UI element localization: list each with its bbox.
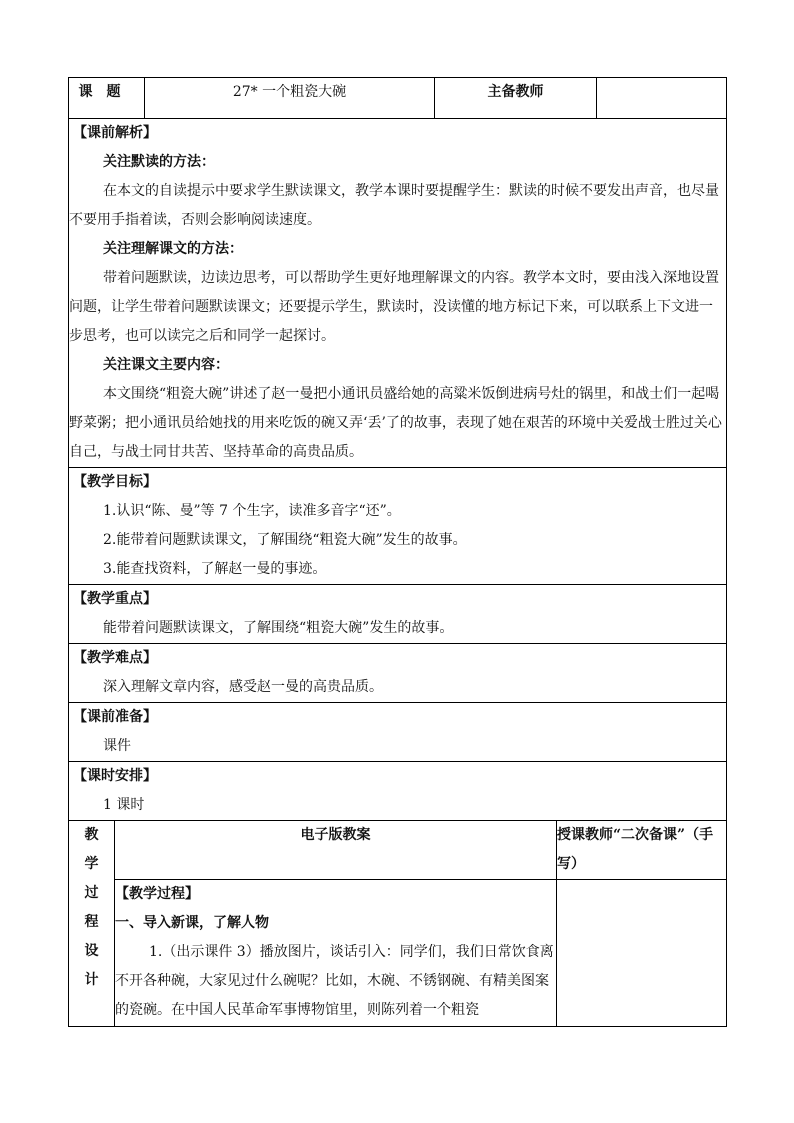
difficulties-title: 【教学难点】 <box>73 650 157 666</box>
key-points-row <box>69 585 727 644</box>
goal-item: 2.能带着问题默读课文，了解围绕“粗瓷大碗”发生的故事。 <box>103 532 467 548</box>
analysis-row <box>69 119 727 468</box>
design-side-label: 教 学 过 程 设 计 <box>69 821 115 1027</box>
preparation-text: 课件 <box>103 738 131 754</box>
preparation-title: 【课前准备】 <box>73 709 157 725</box>
handwritten-notes-cell[interactable] <box>557 880 727 1027</box>
analysis-text-1: 在本文的自读提示中要求学生默读课文，教学本课时要提醒学生：默读的时候不要发出声音，也尽量不要用手指着读，否则会影响阅读速度。 <box>69 183 719 228</box>
lesson-title: 27* 一个粗瓷大碗 <box>145 78 435 119</box>
goals-row <box>69 468 727 585</box>
second-prep-header: 授课教师“二次备课”（手写） <box>557 821 727 880</box>
goal-item: 1.认识“陈、曼”等 7 个生字，读准多音字“还”。 <box>103 503 401 519</box>
schedule-row <box>69 762 727 821</box>
analysis-sub-2: 关注理解课文的方法： <box>103 241 243 257</box>
difficulties-row <box>69 644 727 703</box>
analysis-title: 【课前解析】 <box>73 125 157 141</box>
analysis-text-2: 带着问题默读，边读边思考，可以帮助学生更好地理解课文的内容。教学本文时，要由浅入深地设置问题，让学生带着问题默读课文；还要提示学生，默读时，没读懂的地方标记下来，可以联系上下文进一步思考，也可以读完之后和同学一起探讨。 <box>69 270 719 344</box>
topic-label: 课题 <box>69 78 145 119</box>
key-points-title: 【教学重点】 <box>73 591 157 607</box>
schedule-title: 【课时安排】 <box>73 768 157 784</box>
goal-item: 3.能查找资料，了解赵一曼的事迹。 <box>103 561 327 577</box>
preparation-row <box>69 703 727 762</box>
step1-text: 1.（出示课件 3）播放图片，谈话引入：同学们，我们日常饮食离不开各种碗，大家见过什么碗呢？比如，木碗、不锈钢碗、有精美图案的瓷碗。在中国人民革命军事博物馆里，则陈列着一个粗瓷 <box>115 944 554 1018</box>
design-header-row <box>69 821 727 880</box>
header-row <box>69 78 727 119</box>
analysis-text-3: 本文围绕“粗瓷大碗”讲述了赵一曼把小通讯员盛给她的高粱米饭倒进病号灶的锅里，和战士们一起喝野菜粥；把小通讯员给她找的用来吃饭的碗又弄‘丢’了的故事，表现了她在艰苦的环境中关爱战士胜过关心自己，与战士同甘共苦、坚持革命的高贵品质。 <box>69 386 722 460</box>
difficulties-text: 深入理解文章内容，感受赵一曼的高贵品质。 <box>103 679 383 695</box>
goals-title: 【教学目标】 <box>73 474 157 490</box>
lead-teacher-label: 主备教师 <box>435 78 597 119</box>
lead-teacher-value[interactable] <box>597 78 727 119</box>
lesson-plan-table <box>68 77 727 1027</box>
analysis-sub-3: 关注课文主要内容： <box>103 357 229 373</box>
step1-title: 一、导入新课，了解人物 <box>115 915 269 931</box>
design-body-row <box>69 880 727 1027</box>
electronic-plan-header: 电子版教案 <box>115 821 557 880</box>
analysis-sub-1: 关注默读的方法： <box>103 154 215 170</box>
process-title: 【教学过程】 <box>115 886 199 902</box>
key-points-text: 能带着问题默读课文，了解围绕“粗瓷大碗”发生的故事。 <box>103 620 454 636</box>
schedule-text: 1 课时 <box>103 797 145 813</box>
